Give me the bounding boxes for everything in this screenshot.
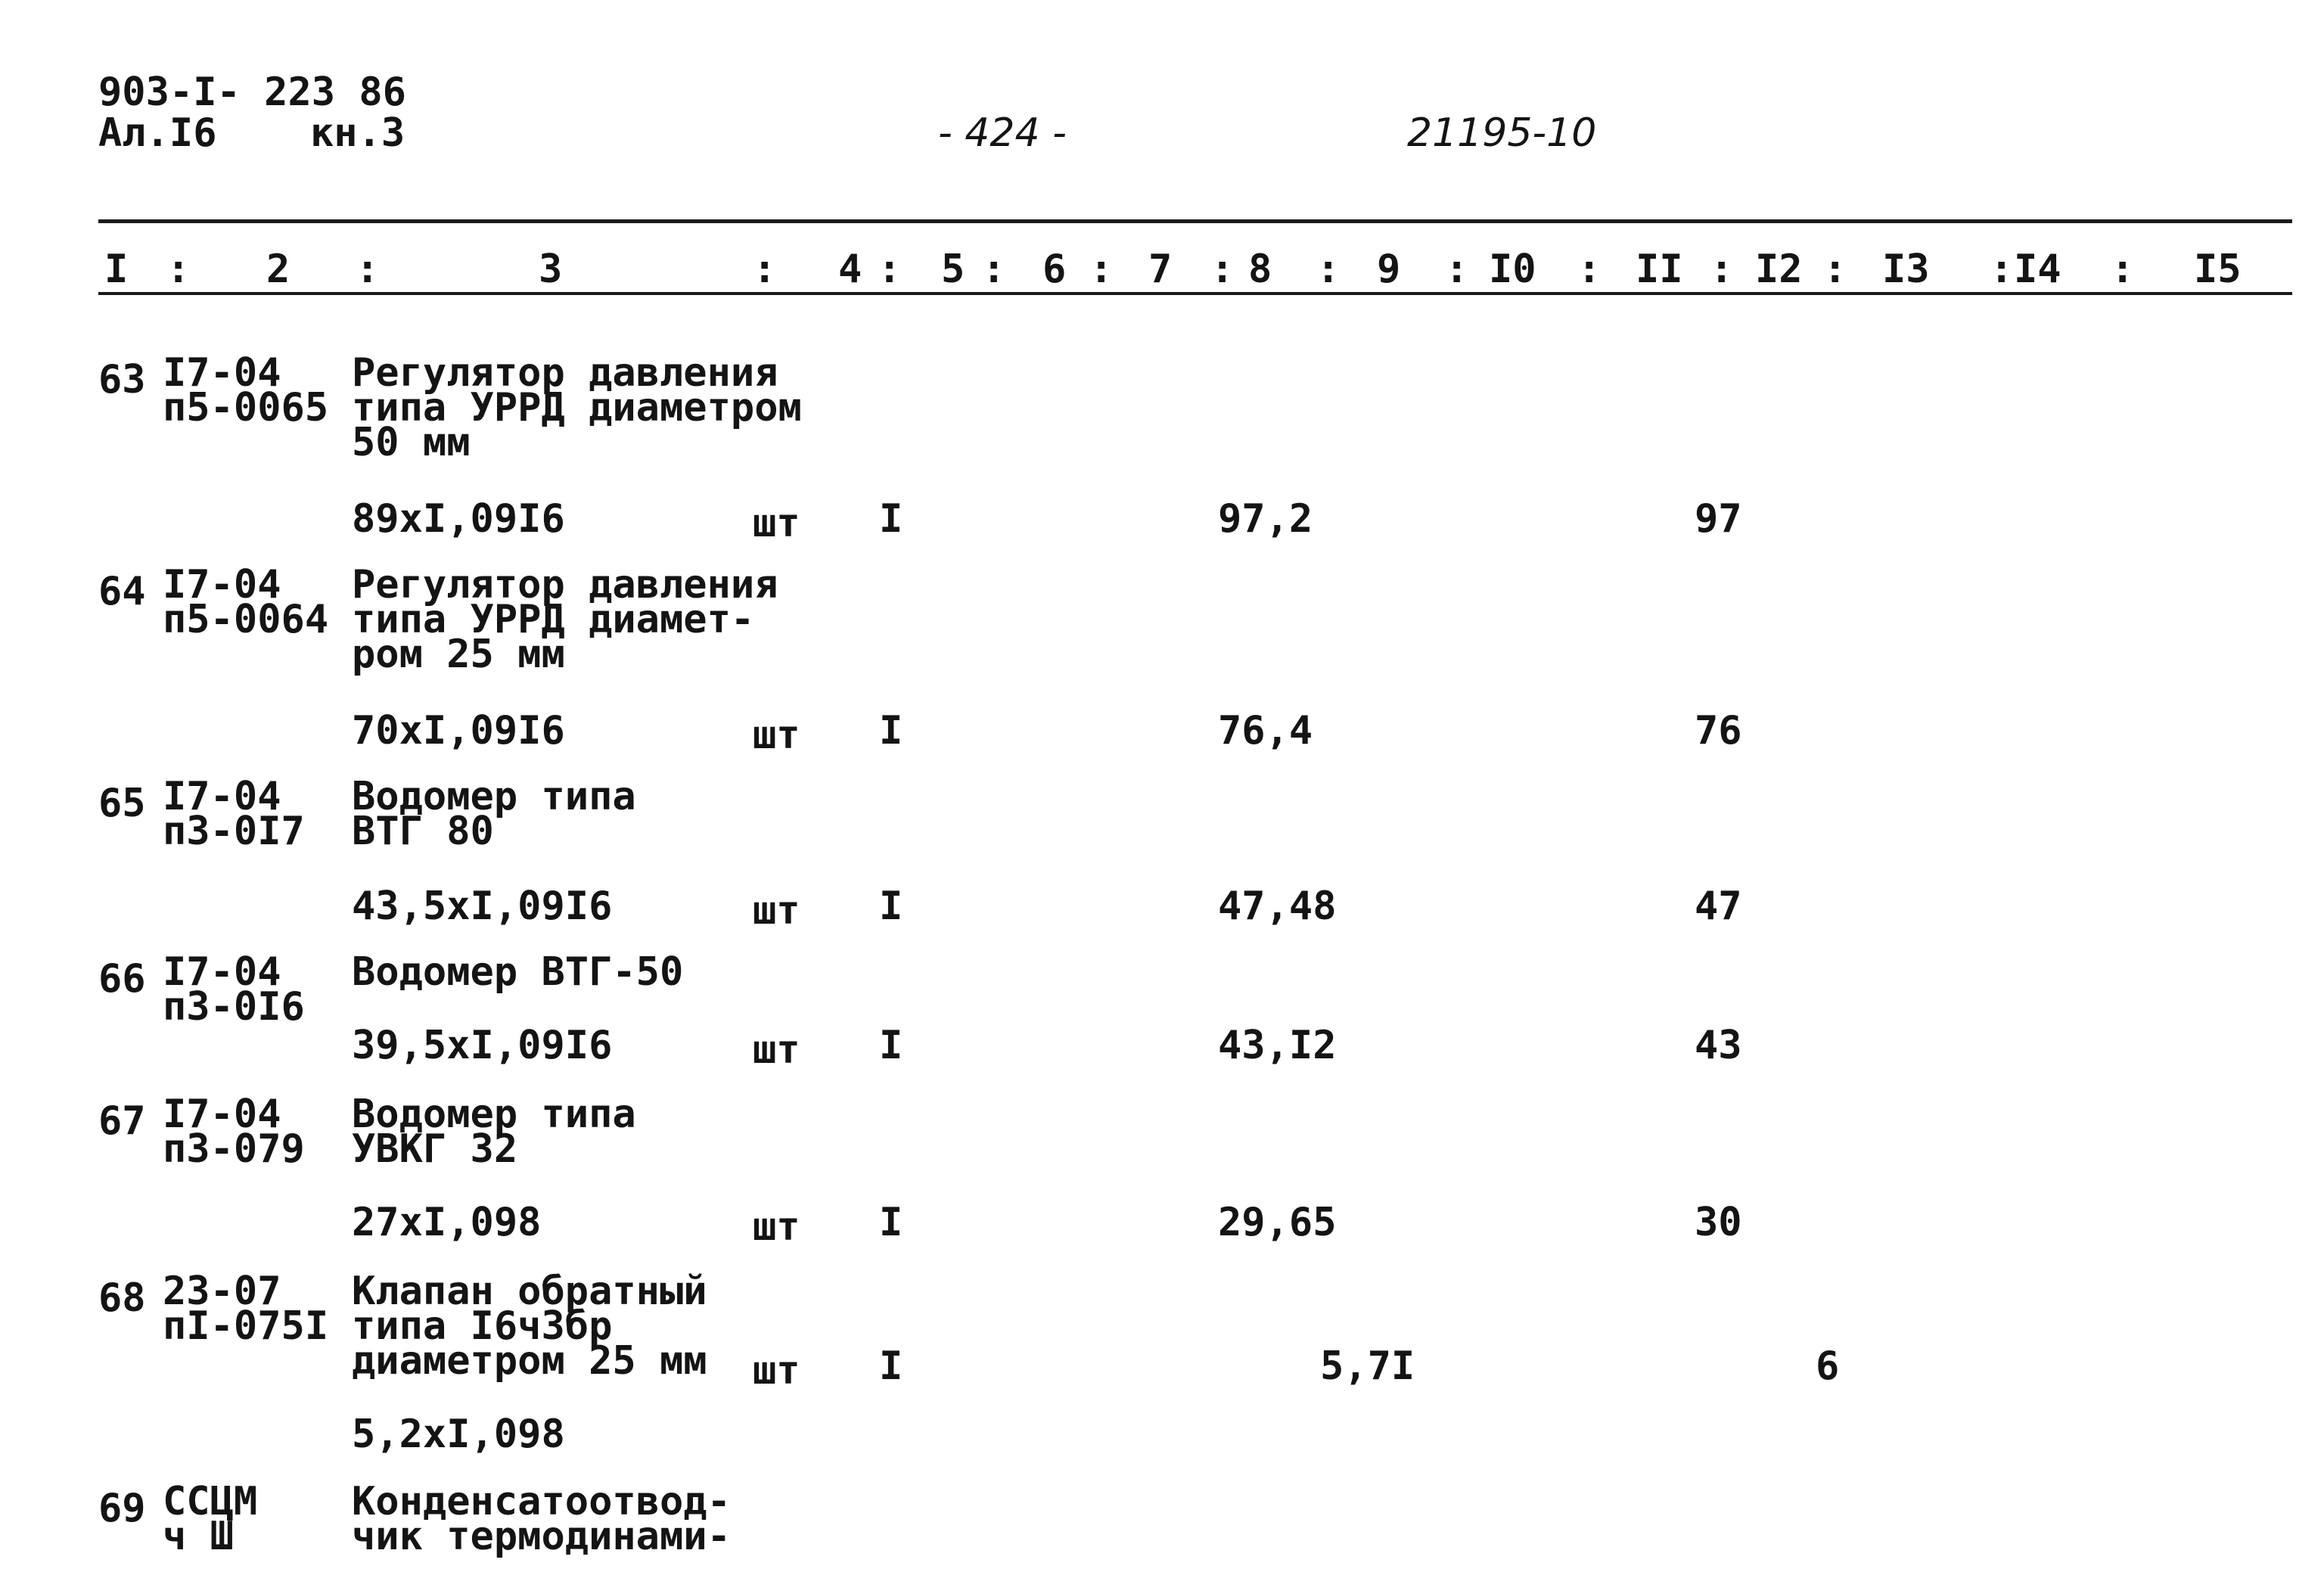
unit-price: 29,65 [1218, 1200, 1337, 1245]
column-separator: : [166, 247, 191, 292]
norm-code: 23-07 пI-075I [163, 1269, 329, 1349]
price-formula: 27xI,098 [352, 1200, 542, 1245]
unit: шт [753, 1348, 800, 1393]
column-separator: : [878, 247, 902, 292]
price-formula: 89xI,09I6 [352, 496, 565, 542]
column-header: I2 [1755, 247, 1803, 292]
column-header: 9 [1377, 247, 1401, 292]
total: 97 [1695, 496, 1742, 542]
unit: шт [753, 888, 800, 934]
total: 43 [1695, 1023, 1742, 1068]
row-number: 67 [98, 1098, 146, 1144]
total: 30 [1695, 1200, 1742, 1245]
quantity: I [879, 1344, 903, 1389]
quantity: I [879, 884, 903, 929]
quantity: I [879, 1023, 903, 1068]
unit: шт [753, 501, 800, 546]
album-label: Ал.I6 [98, 110, 217, 156]
column-header: 3 [539, 247, 563, 292]
item-name: Клапан обратный типа I6ч3бр диаметром 25 мм [352, 1269, 707, 1384]
row-number: 65 [98, 781, 146, 826]
item-name: Водомер типа ВТГ 80 [352, 774, 636, 854]
total: 6 [1816, 1344, 1840, 1389]
price-formula: 39,5xI,09I6 [352, 1023, 613, 1068]
document-code: 903-I- 223 86 [98, 70, 406, 115]
column-header: 4 [838, 247, 862, 292]
norm-code: I7-04 п5-0064 [163, 562, 329, 642]
column-separator: : [1990, 247, 2014, 292]
handwritten-code: 21195-10 [1407, 110, 1597, 156]
column-separator: : [356, 247, 380, 292]
column-separator: : [1577, 247, 1602, 292]
quantity: I [879, 1200, 903, 1245]
column-separator: : [1210, 247, 1235, 292]
column-separator: : [2111, 247, 2135, 292]
norm-code: I7-04 п5-0065 [163, 350, 329, 430]
column-header: II [1636, 247, 1683, 292]
total: 47 [1695, 884, 1742, 929]
column-separator: : [753, 247, 777, 292]
item-name: Регулятор давления типа УРРД диамет- ром 25 мм [352, 562, 778, 677]
book-label: кн.3 [310, 110, 405, 156]
unit-price: 97,2 [1218, 496, 1313, 542]
total: 76 [1695, 708, 1742, 753]
unit: шт [753, 713, 800, 758]
header-divider [98, 219, 2292, 223]
column-separator: : [1823, 247, 1847, 292]
column-separator: : [1089, 247, 1114, 292]
item-name: Конденсатоотвод- чик термодинами- [352, 1479, 731, 1559]
unit: шт [753, 1204, 800, 1250]
column-header-underline [98, 292, 2292, 295]
norm-code: ССЦМ ч Ш [163, 1479, 258, 1559]
price-formula: 70xI,09I6 [352, 708, 565, 753]
unit-price: 43,I2 [1218, 1023, 1337, 1068]
column-header: 5 [941, 247, 965, 292]
column-header: 7 [1148, 247, 1173, 292]
quantity: I [879, 496, 903, 542]
quantity: I [879, 708, 903, 753]
column-header: I0 [1489, 247, 1536, 292]
column-header: 2 [266, 247, 290, 292]
column-separator: : [1445, 247, 1469, 292]
item-name: Водомер ВТГ-50 [352, 949, 684, 995]
item-name: Водомер типа УВКГ 32 [352, 1092, 636, 1172]
row-number: 69 [98, 1486, 146, 1531]
unit: шт [753, 1027, 800, 1073]
column-header: I4 [2014, 247, 2061, 292]
norm-code: I7-04 п3-079 [163, 1092, 305, 1172]
column-header: 8 [1248, 247, 1272, 292]
column-separator: : [982, 247, 1006, 292]
norm-code: I7-04 п3-0I7 [163, 774, 305, 854]
column-header: I5 [2194, 247, 2242, 292]
unit-price: 5,7I [1320, 1344, 1415, 1389]
row-number: 63 [98, 357, 146, 402]
price-formula: 5,2xI,098 [352, 1412, 565, 1457]
item-name: Регулятор давления типа УРРД диаметром 50 мм [352, 350, 802, 465]
column-separator: : [1710, 247, 1734, 292]
row-number: 66 [98, 956, 146, 1002]
price-formula: 43,5xI,09I6 [352, 884, 613, 929]
column-header: 6 [1042, 247, 1067, 292]
unit-price: 47,48 [1218, 884, 1337, 929]
norm-code: I7-04 п3-0I6 [163, 949, 305, 1030]
row-number: 68 [98, 1275, 146, 1321]
page-number: - 424 - [938, 110, 1067, 156]
column-separator: : [1316, 247, 1341, 292]
column-header: I3 [1882, 247, 1930, 292]
column-header: I [104, 247, 129, 292]
unit-price: 76,4 [1218, 708, 1313, 753]
row-number: 64 [98, 569, 146, 614]
